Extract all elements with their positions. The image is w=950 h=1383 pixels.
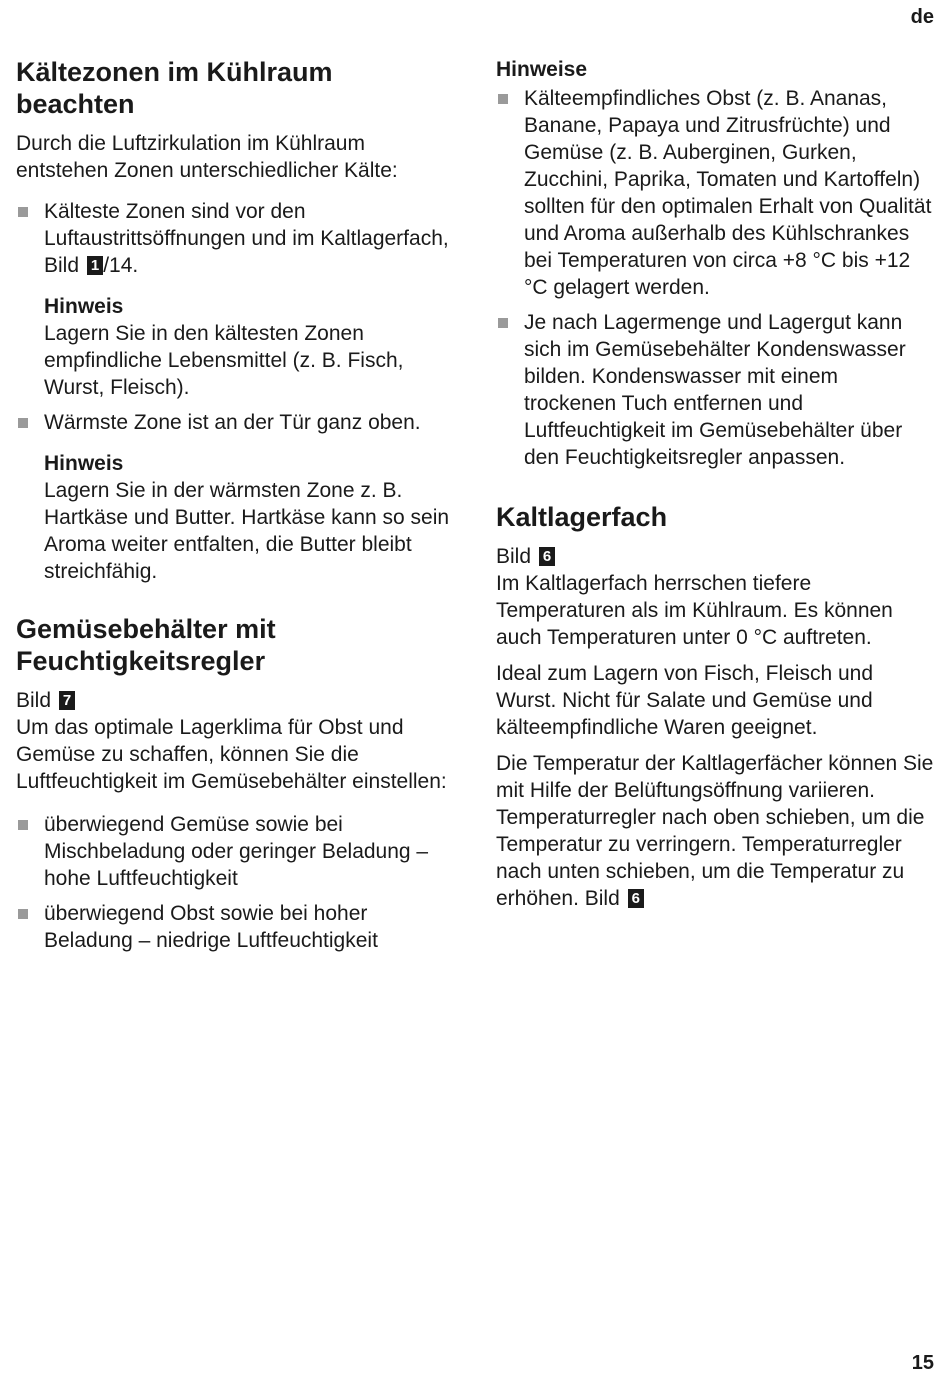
kaeltezonen-intro: Durch die Luftzirkulation im Kühlraum entstehen Zonen unterschiedlicher Kälte: — [16, 132, 398, 182]
section-title-gemuesebehaelter: Gemüsebehälter mit Feuchtigkeitsregler — [16, 614, 276, 676]
paragraph-text: Die Temperatur der Kaltlagerfächer können Sie mit Hilfe der Belüftungsöffnung variieren. Temperaturregler nach oben schieben, um die Temperatur zu verringern. Temperaturregler nach unten schieben, um die Temperatur zu erhöhen. Bild — [496, 752, 934, 910]
bild-label: Bild — [496, 545, 537, 568]
hinweise-title: Hinweise — [496, 58, 588, 81]
figure-number-badge: 1 — [87, 256, 103, 275]
figure-number-badge: 6 — [628, 889, 644, 908]
hinweis-text: Lagern Sie in der wärmsten Zone z. B. Hartkäse und Butter. Hartkäse kann so sein Aroma weiter entfalten, die Butter bleibt streichfähig. — [44, 479, 450, 583]
bullet-square-icon — [18, 820, 28, 830]
figure-number-badge: 7 — [59, 691, 75, 710]
bild-label: Bild — [16, 689, 57, 712]
kaeltezonen-list — [16, 198, 456, 585]
hinweise-list — [496, 85, 936, 471]
bild-reference — [496, 543, 936, 570]
list-item-text: Wärmste Zone ist an der Tür ganz oben. — [44, 411, 421, 434]
section-title-kaeltezonen: Kältezonen im Kühlraum beachten — [16, 57, 333, 119]
kaltlagerfach-paragraph-2: Ideal zum Lagern von Fisch, Fleisch und Wurst. Nicht für Salate und Gemüse und kälteempfindliche Waren geeignet. — [496, 662, 874, 739]
hinweis-title: Hinweis — [44, 295, 124, 318]
left-column — [16, 56, 456, 962]
hinweis-note — [44, 450, 456, 585]
list-item-suffix: /14. — [103, 254, 139, 277]
list-item — [16, 811, 456, 892]
list-item — [16, 900, 456, 954]
list-item — [496, 85, 936, 301]
right-column — [496, 56, 936, 912]
gemuese-list — [16, 811, 456, 954]
bullet-square-icon — [18, 207, 28, 217]
kaltlagerfach-paragraph-1: Im Kaltlagerfach herrschen tiefere Temperaturen als im Kühlraum. Es können auch Temperaturen unter 0 °C auftreten. — [496, 572, 893, 649]
bullet-square-icon — [498, 94, 508, 104]
figure-number-badge: 6 — [539, 547, 555, 566]
list-item-text: Je nach Lagermenge und Lagergut kann sich im Gemüsebehälter Kondenswasser bilden. Kondenswasser mit einem trockenen Tuch entfernen und Luftfeuchtigkeit im Gemüsebehälter über den Feuchtigkeitsregler anpassen. — [524, 311, 906, 469]
list-item — [496, 309, 936, 471]
hinweis-text: Lagern Sie in den kältesten Zonen empfindliche Lebensmittel (z. B. Fisch, Wurst, Fleisch). — [44, 322, 404, 399]
bullet-square-icon — [18, 909, 28, 919]
list-item — [16, 198, 456, 401]
bullet-square-icon — [18, 418, 28, 428]
hinweis-title: Hinweis — [44, 452, 124, 475]
language-code: de — [910, 6, 934, 28]
kaltlagerfach-paragraph-3 — [496, 750, 936, 912]
section-title-kaltlagerfach: Kaltlagerfach — [496, 502, 668, 532]
list-item-text: Kälteste Zonen sind vor den Luftaustrittsöffnungen und im Kaltlagerfach, Bild — [44, 200, 449, 277]
list-item — [16, 409, 456, 585]
list-item-text: überwiegend Gemüse sowie bei Mischbeladung oder geringer Beladung – hohe Luftfeuchtigkeit — [44, 813, 429, 890]
list-item-text: überwiegend Obst sowie bei hoher Beladung – niedrige Luftfeuchtigkeit — [44, 902, 378, 952]
hinweis-note — [44, 293, 456, 401]
gemuese-intro: Um das optimale Lagerklima für Obst und Gemüse zu schaffen, können Sie die Luftfeuchtigkeit im Gemüsebehälter einstellen: — [16, 716, 447, 793]
bullet-square-icon — [498, 318, 508, 328]
bild-reference — [16, 687, 456, 714]
list-item-text: Kälteempfindliches Obst (z. B. Ananas, Banane, Papaya und Zitrusfrüchte) und Gemüse (z. B. Auberginen, Gurken, Zucchini, Paprika, Tomaten und Kartoffeln) sollten für den optimalen Erhalt von Qualität und Aroma außerhalb des Kühlschrankes bei Temperaturen von circa +8 °C bis +12 °C gelagert werden. — [524, 87, 932, 299]
page-number: 15 — [911, 1352, 934, 1374]
